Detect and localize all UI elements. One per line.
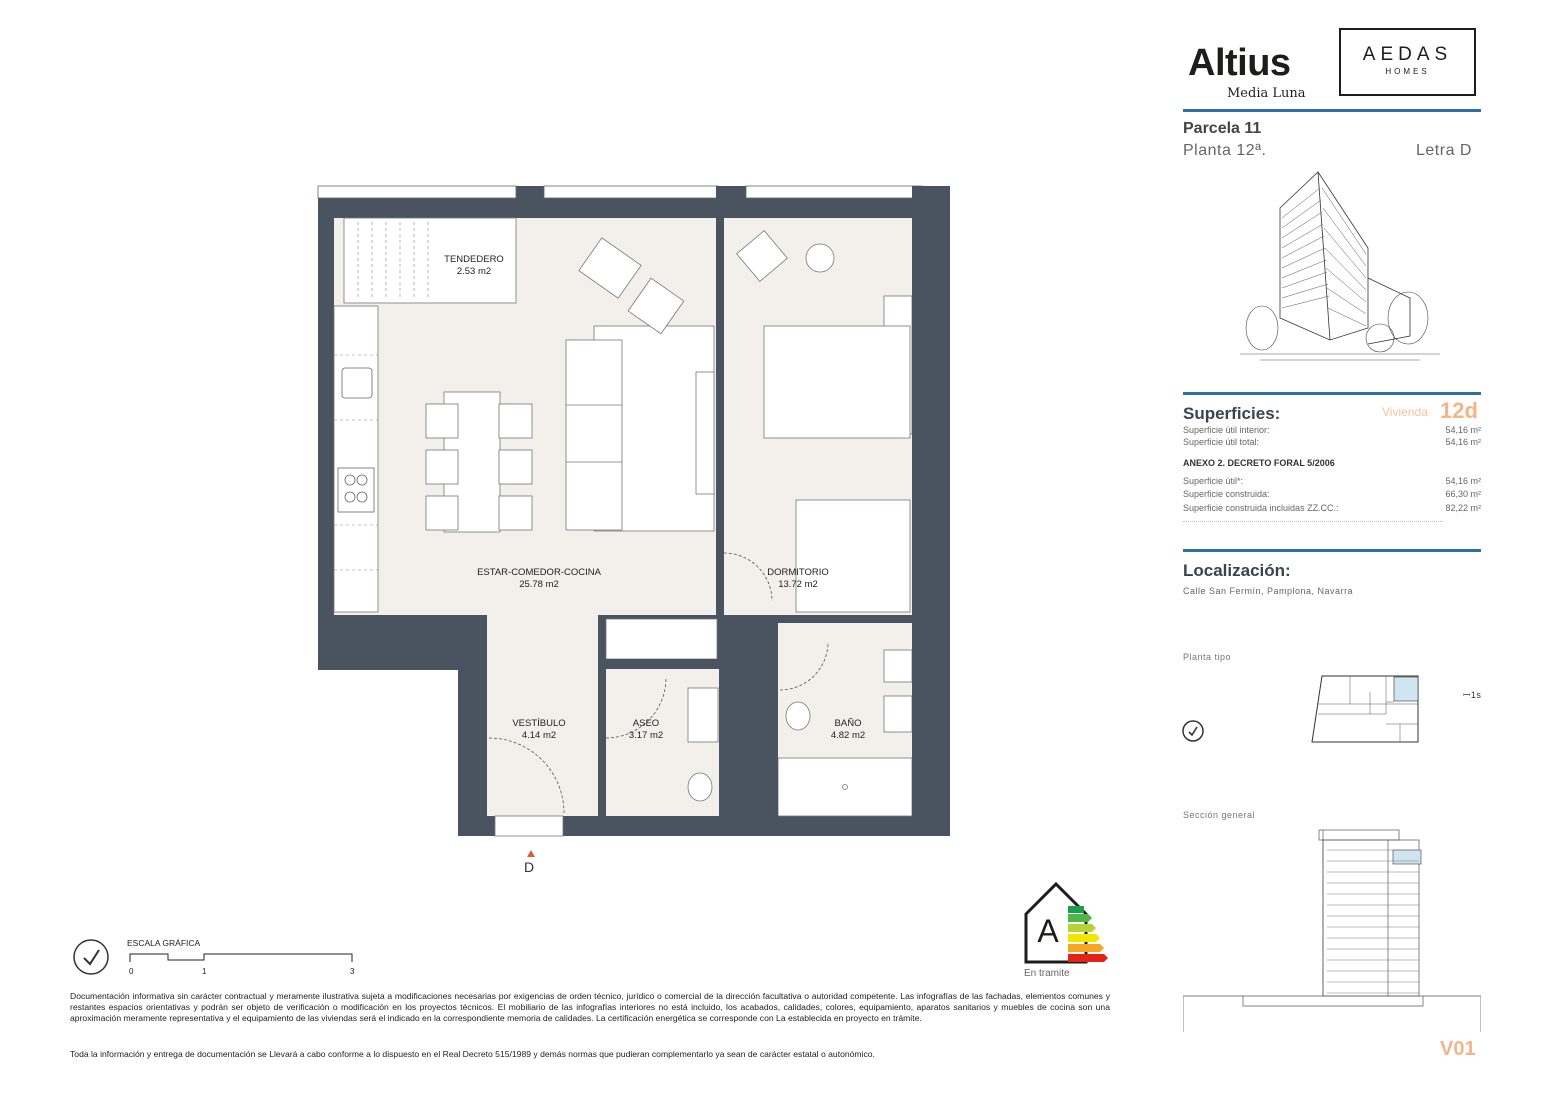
- surface-value: 54,16 m²: [1445, 437, 1481, 447]
- room-area: 13.72 m2: [778, 579, 818, 590]
- north-arrow-icon: [1181, 719, 1205, 743]
- superficies-title: Superficies:: [1183, 404, 1281, 423]
- north-arrow-icon: [71, 937, 111, 977]
- room-area: 3.17 m2: [628, 730, 664, 741]
- energy-status: En tramite: [1024, 968, 1070, 979]
- section-diagram: [1183, 826, 1481, 1032]
- scale-label: ESCALA GRÁFICA: [127, 938, 201, 948]
- divider: [1183, 109, 1481, 112]
- surface-label: Superficie útil*:: [1183, 476, 1244, 486]
- localizacion-title: Localización:: [1183, 561, 1291, 580]
- scale-bar: [128, 950, 358, 966]
- seccion-caption: Sección general: [1183, 810, 1256, 820]
- planta: Planta 12ª.: [1183, 142, 1267, 159]
- svg-text:A: A: [1037, 913, 1059, 949]
- divider: [1183, 549, 1481, 552]
- anexo-heading: ANEXO 2. DECRETO FORAL 5/2006: [1183, 458, 1335, 468]
- key-plan: [1310, 672, 1424, 746]
- planta-tipo-caption: Planta tipo: [1183, 652, 1232, 662]
- scale-tick-1: 1: [202, 967, 207, 976]
- building-sketch: [1240, 168, 1440, 370]
- room-area: 2.53 m2: [456, 266, 492, 277]
- surface-label: Superficie útil total:: [1183, 437, 1260, 447]
- developer-name: AEDAS: [1362, 44, 1453, 65]
- brand-logo: Altius: [1188, 42, 1291, 84]
- entrance-arrow: [527, 850, 535, 857]
- legal-notice: Toda la información y entrega de documentación se Llevará a cabo conforme a lo dispuesto en el Real Decreto 515/1989 y demás normas que pudieran complementarlo ya sean de carácter estatal o autonómico.: [70, 1049, 875, 1059]
- room-name: TENDEDERO: [444, 254, 504, 265]
- surface-value: 54,16 m²: [1445, 476, 1481, 486]
- letra: Letra D: [1416, 142, 1472, 159]
- footnote-line: [1183, 521, 1443, 524]
- surface-value: 54,16 m²: [1445, 425, 1481, 435]
- scale-tick-0: 0: [129, 967, 134, 976]
- room-name: BAÑO: [834, 718, 862, 729]
- vivienda-label: Vivienda: [1382, 405, 1428, 419]
- floor-plan: [300, 170, 960, 890]
- version-code: V01: [1440, 1038, 1476, 1060]
- brand-subtitle: Media Luna: [1227, 86, 1306, 101]
- developer-sub: HOMES: [1385, 67, 1430, 76]
- surface-label: Superficie construida:: [1183, 489, 1270, 499]
- vivienda-code: 12d: [1440, 398, 1478, 423]
- room-name: VESTÍBULO: [512, 718, 566, 729]
- room-area: 4.82 m2: [830, 730, 866, 741]
- entrance-marker: D: [524, 859, 535, 875]
- room-name: ESTAR-COMEDOR-COCINA: [477, 567, 601, 578]
- energy-rating-icon: [1022, 878, 1112, 968]
- room-name: DORMITORIO: [767, 567, 829, 578]
- divider: [1183, 392, 1481, 395]
- surface-label: Superficie útil interior:: [1183, 425, 1270, 435]
- surface-label: Superficie construida incluidas ZZ.CC.:: [1183, 503, 1339, 513]
- surface-value: 82,22 m²: [1445, 503, 1481, 513]
- key-plan-marker: ꟷ1s: [1463, 690, 1482, 700]
- room-name: ASEO: [632, 718, 660, 729]
- surface-value: 66,30 m²: [1445, 489, 1481, 499]
- parcela: Parcela 11: [1183, 120, 1262, 137]
- scale-tick-3: 3: [350, 967, 355, 976]
- room-area: 25.78 m2: [519, 579, 559, 590]
- room-area: 4.14 m2: [521, 730, 557, 741]
- address: Calle San Fermín, Pamplona, Navarra: [1183, 586, 1354, 596]
- disclaimer-text: Documentación informativa sin carácter contractual y meramente ilustrativa sujeta a modificaciones necesarias por exigencias de orden técnico, jurídico o comercial de la dirección facultativa o autoridad competente. Las infografías de las fachadas, elementos comunes y restantes espacios orientativas y podrán ser objeto de verificación o modificación en los proyectos técnicos. El mobiliario de las infografías interiores no está incluido, los acabados, calidades, colores, equipamiento, aparatos sanitarios y muebles de cocina son una aproximación meramente representativa y el equipamiento de las viviendas será el indicado en la correspondiente memoria de calidades. La certificación energética se corresponde con La establecida en proyecto en trámite.: [70, 991, 1110, 1024]
